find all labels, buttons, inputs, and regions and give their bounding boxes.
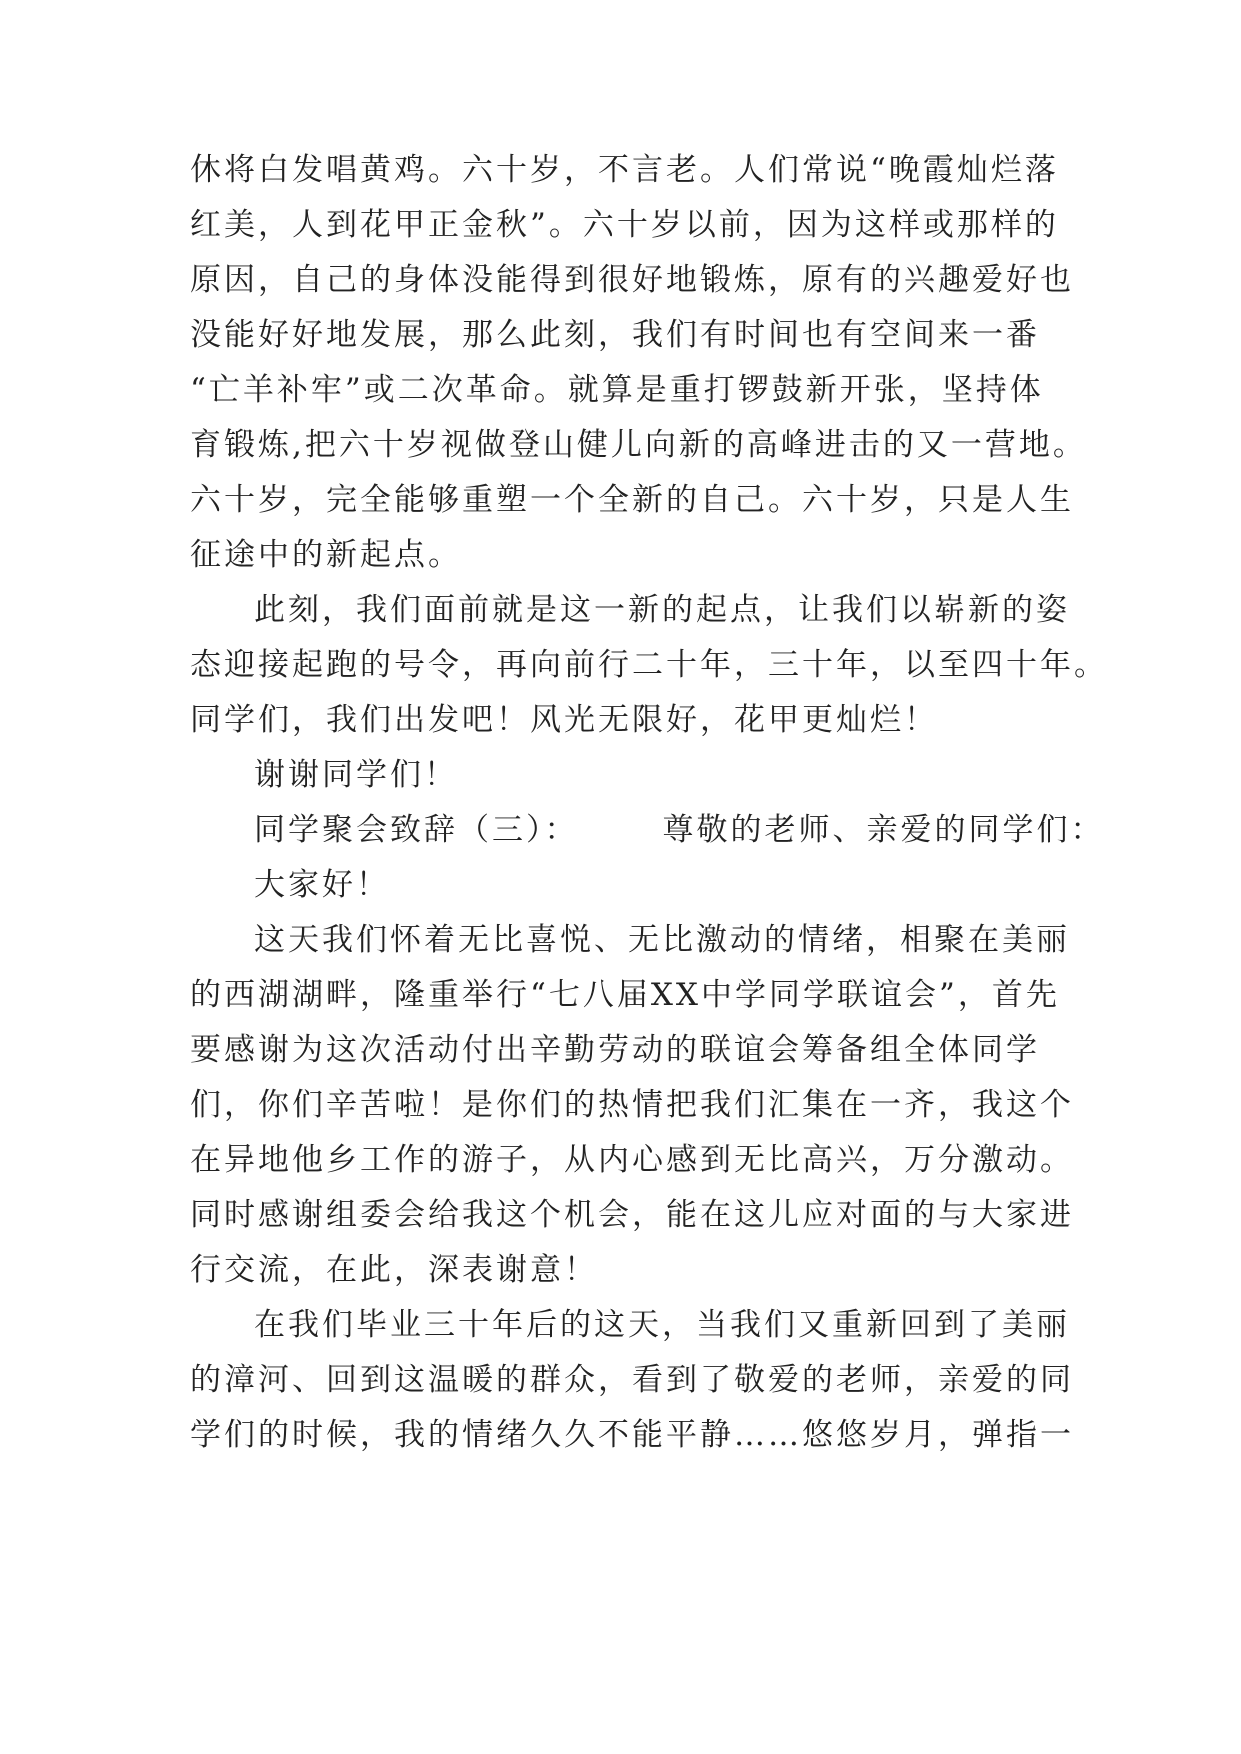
text-line: 大家好！ <box>254 867 390 903</box>
text-line: 谢谢同学们！ <box>254 757 458 793</box>
text-line: 行交流，在此，深表谢意！ <box>190 1252 598 1288</box>
text-line: 的漳河、回到这温暖的群众，看到了敬爱的老师，亲爱的同 <box>190 1362 1074 1398</box>
text-line: 同学们，我们出发吧！风光无限好，花甲更灿烂！ <box>190 702 938 738</box>
text-line: 红美，人到花甲正金秋”。六十岁以前，因为这样或那样的 <box>190 207 1059 243</box>
text-line: 同时感谢组委会给我这个机会，能在这儿应对面的与大家进 <box>190 1197 1074 1233</box>
text-line: 原因，自己的身体没能得到很好地锻炼，原有的兴趣爱好也 <box>190 262 1074 298</box>
text-line: 在我们毕业三十年后的这天，当我们又重新回到了美丽 <box>254 1307 1070 1343</box>
text-line: 在异地他乡工作的游子，从内心感到无比高兴，万分激动。 <box>190 1142 1074 1178</box>
text-line: 没能好好地发展，那么此刻，我们有时间也有空间来一番 <box>190 317 1040 353</box>
text-line: 此刻，我们面前就是这一新的起点，让我们以崭新的姿 <box>254 592 1070 628</box>
text-line: 的西湖湖畔，隆重举行“七八届XX中学同学联谊会”，首先 <box>190 977 1060 1013</box>
text-line: 育锻炼,把六十岁视做登山健儿向新的高峰进击的又一营地。 <box>190 427 1087 463</box>
text-line: 征途中的新起点。 <box>190 537 462 573</box>
text-line: 学们的时候，我的情绪久久不能平静……悠悠岁月，弹指一 <box>190 1417 1074 1453</box>
salutation: 尊敬的老师、亲爱的同学们： <box>662 812 1105 848</box>
text-line: 要感谢为这次活动付出辛勤劳动的联谊会筹备组全体同学 <box>190 1032 1040 1068</box>
text-line: 这天我们怀着无比喜悦、无比激动的情绪，相聚在美丽 <box>254 922 1070 958</box>
text-line: 们，你们辛苦啦！是你们的热情把我们汇集在一齐，我这个 <box>190 1087 1074 1123</box>
section-heading: 同学聚会致辞（三）： <box>254 812 579 848</box>
text-line: 休将白发唱黄鸡。六十岁，不言老。人们常说“晚霞灿烂落 <box>190 152 1059 188</box>
text-line: 六十岁，完全能够重塑一个全新的自己。六十岁，只是人生 <box>190 482 1074 518</box>
heading-line <box>254 810 1105 850</box>
text-line: “亡羊补牢”或二次革命。就算是重打锣鼓新开张，坚持体 <box>190 372 1044 408</box>
text-line: 态迎接起跑的号令，再向前行二十年，三十年，以至四十年。 <box>190 647 1108 683</box>
